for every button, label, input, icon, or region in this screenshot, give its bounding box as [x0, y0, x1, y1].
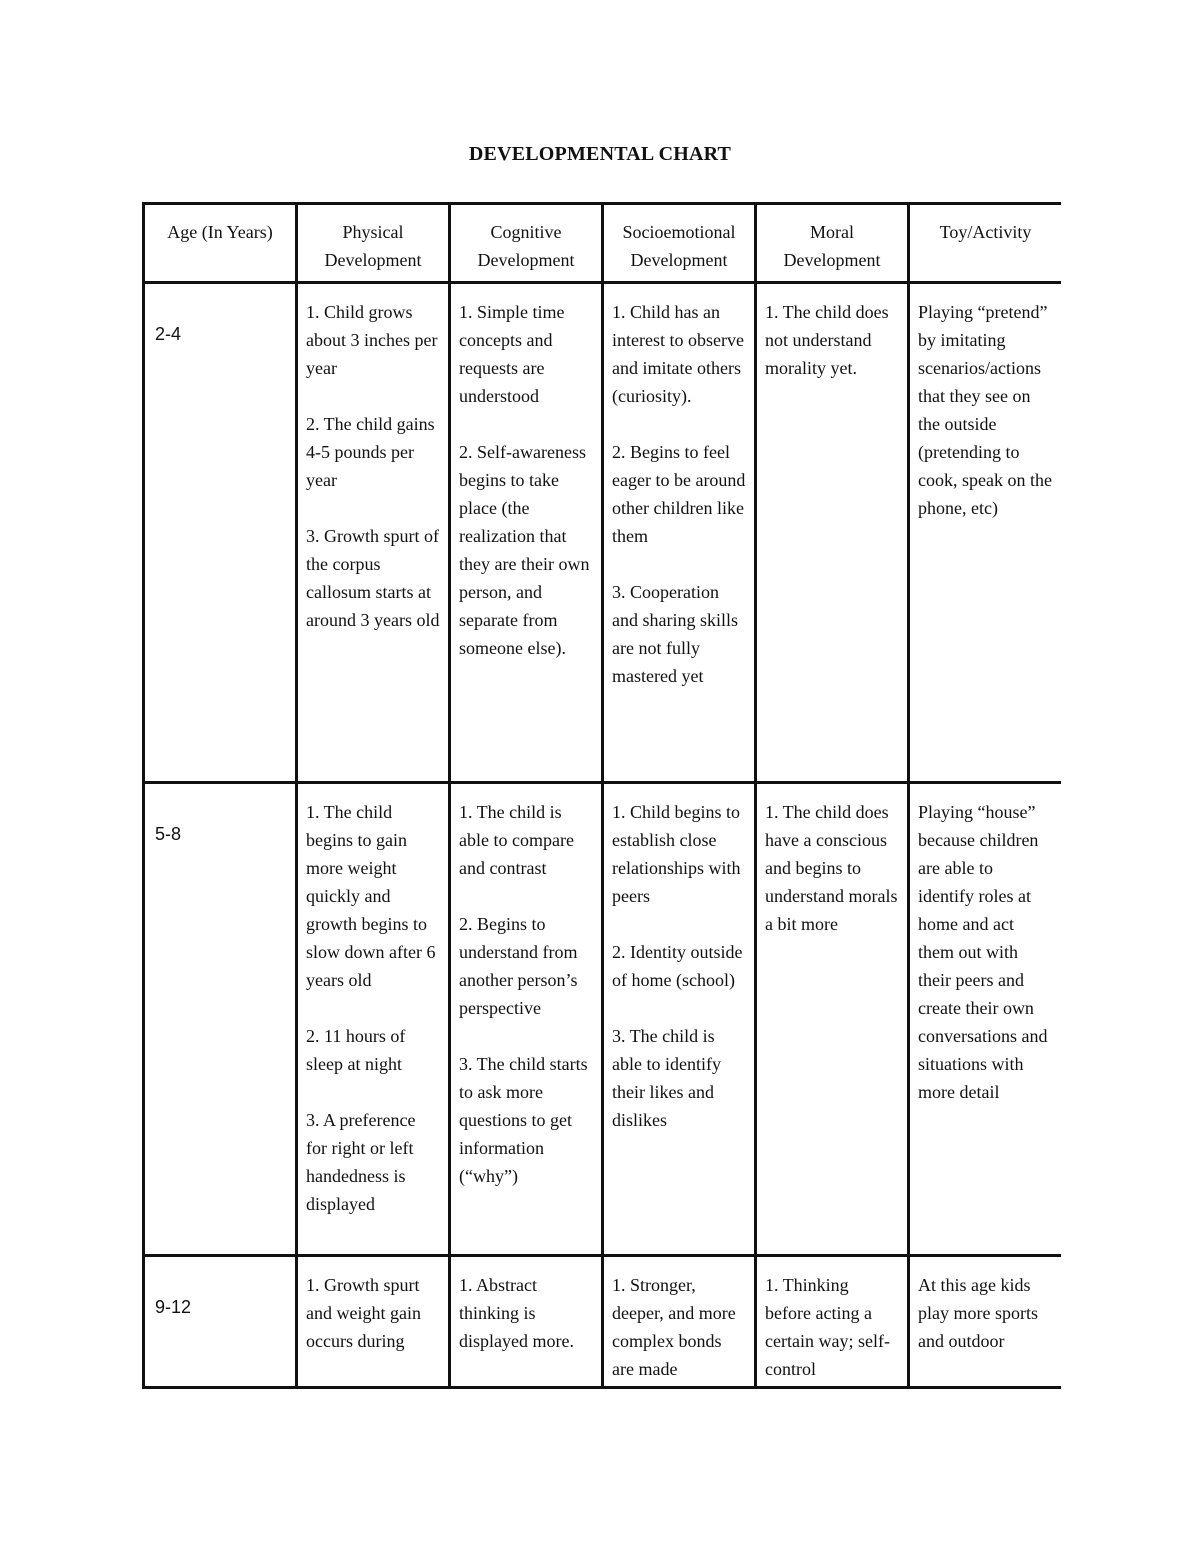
header-socioemotional: Socioemotional Development — [603, 204, 756, 283]
list-item: Playing “house” because children are able to identify roles at home and act them out with their peers and create their own conversations and situations with more detail — [918, 802, 1048, 1102]
header-cognitive: Cognitive Development — [450, 204, 603, 283]
toy-activity-cell — [909, 283, 1062, 783]
socioemotional-cell — [603, 283, 756, 783]
list-item: 2. Self-awareness begins to take place (the realization that they are their own person, and separate from someone else). — [459, 442, 590, 658]
cognitive-cell — [450, 1256, 603, 1390]
list-item: 3. Cooperation and sharing skills are not fully mastered yet — [612, 582, 738, 686]
header-physical: Physical Development — [297, 204, 450, 283]
list-item: 2. Identity outside of home (school) — [612, 942, 743, 990]
list-item: 3. A preference for right or left handedness is displayed — [306, 1110, 416, 1214]
list-item: 3. The child is able to identify their likes and dislikes — [612, 1026, 721, 1130]
socioemotional-cell — [603, 783, 756, 1256]
header-age: Age (In Years) — [144, 204, 297, 283]
list-item: 1. The child does have a conscious and begins to understand morals a bit more — [765, 802, 898, 934]
developmental-chart-table-container — [142, 202, 1061, 1389]
list-item: 1. Stronger, deeper, and more complex bonds are made — [612, 1275, 736, 1379]
list-item: 2. Begins to understand from another person’s perspective — [459, 914, 578, 1018]
table-row — [144, 783, 1062, 1256]
socioemotional-cell — [603, 1256, 756, 1390]
developmental-chart-table — [142, 202, 1061, 1389]
moral-cell — [756, 283, 909, 783]
header-moral: Moral Development — [756, 204, 909, 283]
moral-cell — [756, 783, 909, 1256]
table-row — [144, 1256, 1062, 1390]
list-item: 1. The child does not understand morality yet. — [765, 302, 889, 378]
age-cell: 2-4 — [144, 283, 297, 783]
list-item: 1. Child begins to establish close relationships with peers — [612, 802, 741, 906]
physical-cell — [297, 783, 450, 1256]
toy-activity-cell — [909, 783, 1062, 1256]
age-cell: 9-12 — [144, 1256, 297, 1390]
list-item: 2. The child gains 4-5 pounds per year — [306, 414, 435, 490]
toy-activity-cell — [909, 1256, 1062, 1390]
list-item: 2. 11 hours of sleep at night — [306, 1026, 406, 1074]
age-cell: 5-8 — [144, 783, 297, 1256]
physical-cell — [297, 1256, 450, 1390]
cognitive-cell — [450, 783, 603, 1256]
moral-cell — [756, 1256, 909, 1390]
physical-cell — [297, 283, 450, 783]
list-item: 1. Child has an interest to observe and imitate others (curiosity). — [612, 302, 744, 406]
list-item: At this age kids play more sports and outdoor — [918, 1275, 1038, 1351]
list-item: 1. Simple time concepts and requests are understood — [459, 302, 565, 406]
cognitive-cell — [450, 283, 603, 783]
list-item: 1. Growth spurt and weight gain occurs during — [306, 1275, 421, 1351]
list-item: 1. Thinking before acting a certain way; self-control — [765, 1275, 890, 1379]
list-item: 3. Growth spurt of the corpus callosum starts at around 3 years old — [306, 526, 440, 630]
list-item: 3. The child starts to ask more questions to get information (“why”) — [459, 1054, 588, 1186]
list-item: 1. The child is able to compare and contrast — [459, 802, 574, 878]
list-item: 1. Child grows about 3 inches per year — [306, 302, 438, 378]
list-item: 1. The child begins to gain more weight quickly and growth begins to slow down after 6 years old — [306, 802, 436, 990]
list-item: 1. Abstract thinking is displayed more. — [459, 1275, 574, 1351]
header-toy-activity: Toy/Activity — [909, 204, 1062, 283]
header-row — [144, 204, 1062, 283]
page-title: DEVELOPMENTAL CHART — [468, 143, 732, 165]
list-item: Playing “pretend” by imitating scenarios/actions that they see on the outside (pretending to cook, speak on the phone, etc) — [918, 302, 1052, 518]
list-item: 2. Begins to feel eager to be around other children like them — [612, 442, 746, 546]
table-row — [144, 283, 1062, 783]
